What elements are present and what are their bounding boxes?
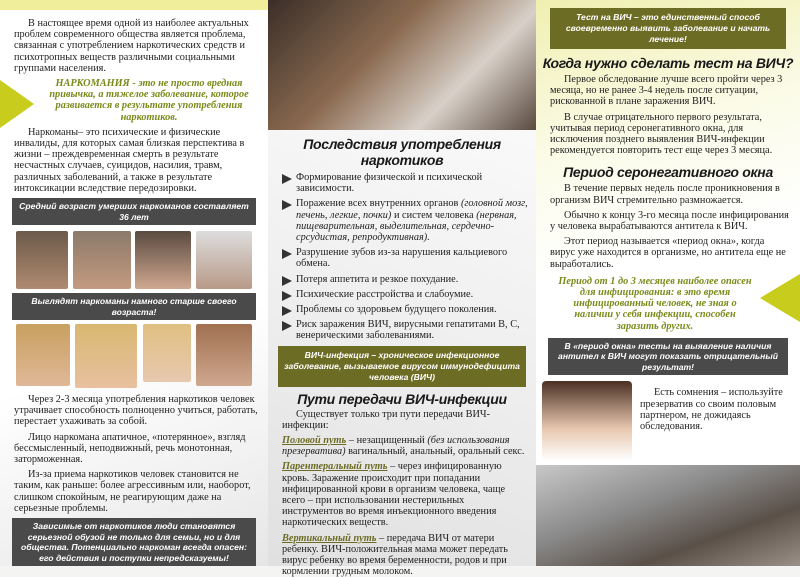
left-column	[0, 0, 268, 566]
window-text-2: Обычно к концу 3-го месяца после инфицирования у человека вырабатываются антитела к ВИЧ.	[550, 209, 789, 233]
photo-row-1	[16, 231, 252, 289]
list-item: Потеря аппетита и резкое похудание.	[282, 274, 528, 285]
parenteral-way: Парентеральный путь – через инфицированную кровь. Заражение происходит при попадании инфицированной крови в организм человека, чаще всего – при использовании нестерильных инструментов во время инъекционного введения наркотических веществ.	[282, 461, 506, 529]
consequences-list	[282, 172, 528, 342]
vertical-way: Вертикальный путь – передача ВИЧ от матери ребенку. ВИЧ-положительная мама может передать вирус ребенку во время беременности, родов и при кормлении грудным молоком.	[282, 532, 508, 577]
ways-intro: Существует только три пути передачи ВИЧ-инфекции:	[282, 408, 491, 431]
consequences-title: Последствия употребления наркотиков	[303, 136, 501, 168]
homeless-photo	[536, 465, 800, 566]
list-item: Психические расстройства и слабоумие.	[282, 289, 528, 300]
hiv-banner: ВИЧ-инфекция – хроническое инфекционное заболевание, вызываемое вирусом иммунодефицита человека (ВИЧ)	[278, 346, 526, 387]
change-text: Из-за приема наркотиков человек становится не таким, как раньше: более агрессивным или, наоборот, слишком спокойным, не реагирующим даже на серьезные проблемы.	[14, 469, 251, 514]
list-item: Формирование физической и психической зависимости.	[282, 172, 528, 194]
photo-row-2	[16, 324, 252, 388]
when-text-1: Первое обследование лучше всего пройти через 3 месяца, но не ранее 3-4 недель после ситуации, рискованной в плане заражения ВИЧ.	[550, 74, 783, 108]
list-item: Проблемы со здоровьем будущего поколения.	[282, 304, 528, 315]
middle-column	[268, 0, 536, 577]
yellow-stripe	[0, 0, 268, 10]
older-banner: Выглядят наркоманы намного старше своего возраста!	[12, 293, 256, 320]
danger-block	[536, 274, 800, 336]
face-photo	[196, 231, 252, 289]
face-photo	[135, 231, 191, 289]
triangle-decoration	[0, 80, 34, 128]
when-text-2: В случае отрицательного первого результата, учитывая период серонегативного окна, для исключения позднего выявления ВИЧ-инфекции рекомендуется повторить тест еще через 3 месяца.	[550, 111, 773, 157]
face-photo	[16, 324, 70, 386]
list-item: Риск заражения ВИЧ, вирусными гепатитами В, С, венерическими заболеваниями.	[282, 319, 528, 341]
intro-text: В настоящее время одной из наиболее актуальных проблем современного общества является проблема, связанная с употреблением наркотических средств и психотропных веществ различными социальными группами населения.	[14, 18, 249, 74]
face-photo	[143, 324, 191, 382]
face-photo	[75, 324, 137, 388]
doubt-text: Есть сомнения – используйте презерватив со своим половым партнером, не дожидаясь обследования.	[640, 387, 783, 432]
age-banner: Средний возраст умерших наркоманов составляет 36 лет	[12, 198, 256, 225]
sexual-way: Половой путь – незащищенный (без использования презерватива) вагинальный, анальный, оральный секс.	[282, 435, 525, 458]
couple-photo	[542, 381, 632, 461]
right-column	[536, 0, 800, 566]
face-photo	[196, 324, 252, 386]
definition-text: НАРКОМАНИЯ - это не просто вредная привычка, а тяжелое заболевание, которое развивается в результате употребления наркотиков.	[49, 78, 249, 123]
couple-row	[542, 381, 800, 461]
months-text: Через 2-3 месяца употребления наркотиков человек утрачивает способность полноценно учиться, работать, перестает ухаживать за собой.	[14, 394, 258, 428]
triangle-decoration	[760, 274, 800, 322]
danger-text: Период от 1 до 3 месяцев наиболее опасен для инфицирования: в это время инфицированный человек, не зная о наличии у себя инфекции, способен заразить других.	[558, 275, 752, 332]
list-item: Разрушение зубов из-за нарушения кальциевого обмена.	[282, 247, 528, 269]
window-banner: В «период окна» тесты на выявление наличия антител к ВИЧ могут показать отрицательный результат!	[548, 338, 788, 376]
face-text: Лицо наркомана апатичное, «потерянное», взгляд бессмысленный, неподвижный, речь монотонная, заторможенная.	[14, 431, 246, 466]
burden-banner: Зависимые от наркотиков люди становятся серьезной обузой не только для семьи, но и для общества. Потенциально наркоман всегда опасен: его действия и поступки непредсказуемы!	[12, 518, 256, 566]
window-title: Период серонегативного окна	[563, 164, 773, 181]
invalids-text: Наркоманы– это психические и физические инвалиды, для которых самая близкая перспектива в жизни – преждевременная смерть в результате несчастных случаев, суицидов, насилия, травм, различных заболеваний, а также в результате интоксикации вследствие передозировки.	[14, 126, 245, 194]
list-item: Поражение всех внутренних органов (головной мозг, печень, легкие, почки) и систем человека (нервная, пищеварительная, выделительная, сердечно-срсудистая, репродуктивная).	[282, 198, 528, 243]
ways-title: Пути передачи ВИЧ-инфекции	[297, 390, 507, 407]
window-text-1: В течение первых недель после проникновения в организм ВИЧ стремительно размножается.	[550, 183, 780, 206]
when-title: Когда нужно сделать тест на ВИЧ?	[542, 55, 794, 71]
drugs-photo	[268, 0, 536, 130]
face-photo	[16, 231, 68, 289]
window-text-3: Этот период называется «период окна», когда вирус уже находится в организме, но антитела еще не выработались.	[550, 236, 786, 270]
test-banner: Тест на ВИЧ – это единственный способ своевременно выявить заболевание и начать лечение!	[550, 8, 786, 49]
face-photo	[73, 231, 131, 289]
